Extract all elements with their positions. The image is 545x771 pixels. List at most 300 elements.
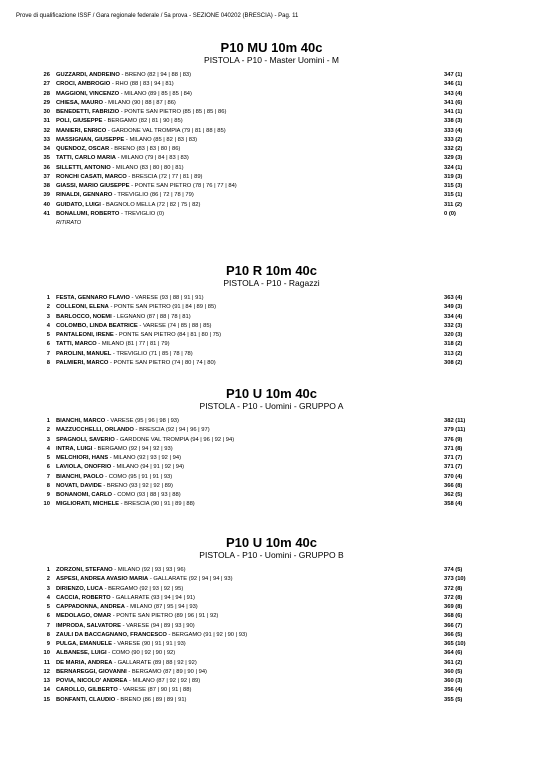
rank-number: 9 — [46, 641, 50, 647]
result-row — [0, 164, 545, 173]
athlete-entry — [56, 182, 237, 191]
result-row — [0, 482, 545, 491]
athlete-entry — [56, 80, 174, 89]
athlete-name: BERNAREGGI, GIOVANNI — [56, 668, 127, 675]
athlete-entry — [56, 649, 175, 658]
athlete-name: GUIDATO, LUIGI — [56, 201, 101, 208]
athlete-details: - BERGAMO (87 | 89 | 90 | 94) — [126, 668, 207, 675]
athlete-entry — [56, 322, 211, 331]
athlete-entry — [56, 201, 200, 210]
athlete-details: - BERGAMO (91 | 92 | 90 | 93) — [166, 631, 248, 638]
athlete-details: - PONTE SAN PIETRO (74 | 80 | 74 | 80) — [108, 359, 216, 366]
score-total: 318 (2) — [444, 341, 463, 348]
athlete-details: - GARDONE VAL TROMPIA (94 | 96 | 92 | 94) — [114, 436, 235, 443]
result-row — [0, 191, 545, 200]
result-row — [0, 659, 545, 668]
athlete-details: - BERGAMO (92 | 93 | 92 | 95) — [103, 585, 184, 592]
athlete-entry — [56, 173, 202, 182]
athlete-entry — [56, 340, 170, 349]
section-subtitle: PISTOLA - P10 - Uomini - GRUPPO B — [199, 550, 344, 560]
athlete-entry — [56, 603, 198, 612]
athlete-entry — [56, 677, 200, 686]
results-list — [0, 71, 545, 228]
athlete-details: - COMO (93 | 88 | 93 | 88) — [112, 492, 181, 498]
athlete-details: - GALLARATE (89 | 88 | 92 | 92) — [112, 659, 197, 666]
rank-number: 4 — [46, 322, 50, 329]
athlete-entry — [56, 164, 184, 173]
athlete-name: TATTI, MARCO — [56, 341, 97, 348]
athlete-details: - VARESE (87 | 90 | 91 | 88) — [117, 687, 192, 694]
section-title: P10 R 10m 40c — [225, 263, 318, 278]
result-row — [0, 99, 545, 108]
rank-number: 1 — [46, 418, 50, 424]
athlete-name: MANIERI, ENRICO — [56, 127, 107, 134]
athlete-name: RONCHI CASATI, MARCO — [56, 173, 127, 180]
athlete-name: MAGGIONI, VINCENZO — [56, 90, 120, 97]
athlete-details: - BRESCIA (92 | 94 | 96 | 97) — [133, 427, 210, 434]
athlete-name: TATTI, CARLO MARIA — [56, 155, 116, 162]
athlete-details: - MILANO (81 | 77 | 81 | 79) — [96, 341, 170, 348]
score-total: 315 (1) — [444, 192, 463, 199]
athlete-details: - MILANO (79 | 84 | 83 | 83) — [116, 155, 189, 162]
athlete-entry — [56, 350, 193, 359]
score-total: 363 (4) — [444, 295, 463, 301]
athlete-details: - GALLARATE (93 | 94 | 94 | 91) — [110, 594, 195, 601]
athlete-details: - MILANO (83 | 80 | 80 | 81) — [110, 164, 184, 171]
score-total: 338 (3) — [444, 118, 463, 125]
rank-number: 26 — [43, 72, 50, 78]
rank-number: 6 — [46, 613, 50, 620]
result-row — [0, 463, 545, 472]
score-total: 366 (7) — [444, 622, 463, 629]
score-total: 347 (1) — [444, 72, 463, 78]
athlete-entry — [56, 90, 192, 99]
score-total: 369 (8) — [444, 604, 463, 610]
result-row — [0, 340, 545, 349]
athlete-details: - VARESE (95 | 96 | 98 | 93) — [105, 418, 179, 424]
athlete-entry — [56, 668, 207, 677]
score-total: 382 (11) — [444, 418, 466, 424]
score-total: 315 (3) — [444, 183, 463, 189]
rank-number: 3 — [46, 313, 50, 320]
athlete-details: - BERGAMO (92 | 94 | 92 | 93) — [92, 445, 173, 452]
athlete-entry — [56, 359, 216, 368]
rank-number: 27 — [43, 81, 50, 88]
athlete-details: - BRENO (93 | 92 | 92 | 89) — [101, 482, 173, 489]
athlete-details: - MILANO (87 | 92 | 92 | 89) — [127, 678, 201, 684]
athlete-details: - PONTE SAN PIETRO (91 | 84 | 89 | 85) — [108, 304, 217, 311]
athlete-details: - VARESE (90 | 91 | 91 | 93) — [112, 641, 186, 647]
athlete-details: - PONTE SAN PIETRO (85 | 85 | 85 | 86) — [119, 109, 227, 115]
athlete-name: MASSIGNAN, GIUSEPPE — [56, 136, 125, 143]
rank-number: 28 — [43, 90, 50, 97]
results-list — [0, 566, 545, 705]
athlete-entry — [56, 640, 186, 649]
athlete-name: CAROLLO, GILBERTO — [56, 687, 118, 694]
athlete-name: IMPRODA, SALVATORE — [56, 622, 121, 629]
athlete-name: BIANCHI, MARCO — [56, 418, 106, 424]
rank-number: 1 — [46, 295, 50, 301]
athlete-entry — [56, 426, 210, 435]
athlete-entry — [56, 482, 173, 491]
rank-number: 36 — [43, 164, 50, 171]
athlete-name: POLI, GIUSEPPE — [56, 118, 103, 125]
score-total: 371 (8) — [444, 445, 463, 452]
rank-number: 1 — [46, 567, 50, 573]
athlete-entry — [56, 473, 172, 482]
rank-number: 9 — [46, 492, 50, 498]
result-row — [0, 136, 545, 145]
athlete-name: COLOMBO, LINDA BEATRICE — [56, 322, 138, 329]
athlete-name: BIANCHI, PAOLO — [56, 473, 104, 480]
athlete-entry — [56, 612, 218, 621]
athlete-entry — [56, 303, 216, 312]
athlete-name: MELCHIORI, HANS — [56, 455, 109, 461]
athlete-entry — [56, 136, 197, 145]
rank-number: 37 — [43, 173, 50, 180]
athlete-name: PANTALEONI, IRENE — [56, 332, 114, 338]
result-row — [0, 294, 545, 303]
score-total: 364 (6) — [444, 650, 463, 657]
athlete-entry — [56, 210, 164, 219]
athlete-name: NOVATI, DAVIDE — [56, 482, 102, 489]
athlete-entry — [56, 585, 183, 594]
section-title: P10 U 10m 40c — [225, 535, 318, 550]
athlete-details: - BRENO (83 | 83 | 80 | 86) — [109, 146, 181, 152]
result-row — [0, 303, 545, 312]
athlete-name: PALMIERI, MARCO — [56, 359, 109, 366]
score-total: 355 (5) — [444, 696, 463, 703]
athlete-details: - GARDONE VAL TROMPIA (79 | 81 | 88 | 85) — [106, 127, 226, 134]
rank-number: 10 — [43, 501, 50, 508]
athlete-details: - BRESCIA (72 | 77 | 81 | 89) — [126, 173, 203, 180]
athlete-details: - VARESE (93 | 88 | 91 | 91) — [129, 295, 204, 301]
athlete-details: - RHO (88 | 83 | 94 | 81) — [110, 81, 174, 88]
result-row — [0, 500, 545, 509]
athlete-name: MIGLIORATI, MICHELE — [56, 501, 120, 508]
result-row — [0, 612, 545, 621]
rank-number: 38 — [43, 183, 50, 189]
athlete-details: - LEGNANO (87 | 88 | 78 | 81) — [111, 313, 191, 320]
athlete-entry — [56, 566, 186, 575]
rank-number: 2 — [46, 304, 50, 311]
result-row — [0, 173, 545, 182]
score-total: 341 (1) — [444, 109, 463, 115]
athlete-details: - TREVIGLIO (86 | 72 | 78 | 79) — [112, 192, 194, 199]
athlete-name: POVIA, NICOLO' ANDREA — [56, 678, 128, 684]
athlete-entry — [56, 696, 186, 705]
rank-number: 4 — [46, 445, 50, 452]
results-list — [0, 417, 545, 510]
result-row — [0, 454, 545, 463]
rank-number: 5 — [46, 604, 50, 610]
rank-number: 39 — [43, 192, 50, 199]
athlete-name: PULGA, EMANUELE — [56, 641, 113, 647]
result-row — [0, 585, 545, 594]
section-subtitle: PISTOLA - P10 - Master Uomini - M — [204, 55, 339, 65]
result-row — [0, 90, 545, 99]
athlete-entry — [56, 622, 195, 631]
rank-number: 3 — [46, 436, 50, 443]
result-row — [0, 473, 545, 482]
athlete-entry — [56, 108, 226, 117]
result-row — [0, 622, 545, 631]
section-subtitle: PISTOLA - P10 - Ragazzi — [223, 278, 320, 288]
athlete-entry — [56, 417, 179, 426]
score-total: 365 (10) — [444, 641, 466, 647]
athlete-details: - PONTE SAN PIETRO (84 | 81 | 80 | 75) — [113, 332, 222, 338]
athlete-name: BONFANTI, CLAUDIO — [56, 696, 116, 703]
athlete-entry — [56, 117, 183, 126]
score-total: 333 (2) — [444, 136, 463, 143]
athlete-details: - MILANO (87 | 95 | 94 | 93) — [124, 604, 198, 610]
result-row — [0, 631, 545, 640]
athlete-name: DE MARIA, ANDREA — [56, 659, 113, 666]
score-total: 329 (3) — [444, 155, 463, 162]
result-row — [0, 117, 545, 126]
results-section — [0, 263, 545, 368]
athlete-entry — [56, 594, 195, 603]
athlete-details: - MILANO (85 | 82 | 83 | 83) — [124, 136, 198, 143]
score-total: 370 (4) — [444, 473, 463, 480]
athlete-name: CACCIA, ROBERTO — [56, 594, 111, 601]
athlete-entry — [56, 99, 176, 108]
rank-number: 30 — [43, 109, 50, 115]
result-row — [0, 313, 545, 322]
result-row — [0, 417, 545, 426]
result-row — [0, 686, 545, 695]
rank-number: 35 — [43, 155, 50, 162]
athlete-name: BENEDETTI, FABRIZIO — [56, 109, 120, 115]
rank-number: 13 — [43, 678, 50, 684]
result-row — [0, 331, 545, 340]
rank-number: 34 — [43, 146, 50, 152]
rank-number: 40 — [43, 201, 50, 208]
result-note-row — [0, 219, 545, 228]
score-total: 319 (3) — [444, 173, 463, 180]
results-list — [0, 294, 545, 368]
section-title: P10 MU 10m 40c — [220, 40, 323, 55]
athlete-name: PAROLINI, MANUEL — [56, 350, 112, 357]
score-total: 376 (9) — [444, 436, 463, 443]
score-total: 308 (2) — [444, 359, 463, 366]
result-row — [0, 575, 545, 584]
rank-number: 3 — [46, 585, 50, 592]
result-row — [0, 603, 545, 612]
rank-number: 2 — [46, 576, 50, 583]
athlete-name: ALBANESE, LUIGI — [56, 650, 107, 657]
score-total: 368 (6) — [444, 613, 463, 620]
athlete-entry — [56, 631, 247, 640]
result-row — [0, 322, 545, 331]
score-total: 366 (8) — [444, 482, 463, 489]
athlete-name: GIASSI, MARIO GIUSEPPE — [56, 183, 130, 189]
athlete-details: - GALLARATE (92 | 94 | 94 | 93) — [148, 576, 233, 583]
athlete-name: BARLOCCO, NOEMI — [56, 313, 112, 320]
result-row — [0, 640, 545, 649]
athlete-details: - BERGAMO (82 | 81 | 90 | 85) — [102, 118, 183, 125]
rank-number: 14 — [43, 687, 50, 694]
score-total: 349 (3) — [444, 304, 463, 311]
rank-number: 8 — [46, 631, 50, 638]
athlete-entry — [56, 313, 191, 322]
athlete-name: QUENDOZ, OSCAR — [56, 146, 110, 152]
athlete-entry — [56, 500, 195, 509]
section-subtitle: PISTOLA - P10 - Uomini - GRUPPO A — [199, 401, 344, 411]
athlete-name: CAPPADONNA, ANDREA — [56, 604, 125, 610]
score-total: 372 (8) — [444, 585, 463, 592]
result-row — [0, 696, 545, 705]
score-total: 346 (1) — [444, 81, 463, 88]
athlete-entry — [56, 575, 233, 584]
athlete-details: - MILANO (92 | 93 | 92 | 94) — [108, 455, 182, 461]
athlete-details: - BRENO (86 | 89 | 89 | 91) — [115, 696, 187, 703]
athlete-entry — [56, 454, 181, 463]
athlete-name: ASPESI, ANDREA AVASIO MARIA — [56, 576, 149, 583]
score-total: 332 (3) — [444, 322, 463, 329]
result-row — [0, 445, 545, 454]
athlete-name: CHIESA, MAURO — [56, 99, 104, 106]
athlete-name: SILLETTI, ANTONIO — [56, 164, 111, 171]
result-row — [0, 668, 545, 677]
athlete-name: FESTA, GENNARO FLAVIO — [56, 295, 130, 301]
athlete-details: - COMO (90 | 92 | 90 | 92) — [106, 650, 176, 657]
rank-number: 33 — [43, 136, 50, 143]
result-row — [0, 127, 545, 136]
athlete-name: COLLEONI, ELENA — [56, 304, 109, 311]
score-total: 341 (6) — [444, 99, 463, 106]
athlete-entry — [56, 436, 234, 445]
athlete-entry — [56, 154, 189, 163]
rank-number: 10 — [43, 650, 50, 657]
result-row — [0, 649, 545, 658]
score-total: 320 (3) — [444, 332, 463, 338]
score-total: 334 (4) — [444, 313, 463, 320]
rank-number: 31 — [43, 118, 50, 125]
athlete-entry — [56, 659, 197, 668]
athlete-entry — [56, 191, 194, 200]
results-section — [0, 40, 545, 228]
athlete-details: - MILANO (89 | 85 | 85 | 84) — [119, 90, 192, 97]
rank-number: 12 — [43, 668, 50, 675]
result-note: RITIRATO — [56, 220, 82, 226]
result-row — [0, 145, 545, 154]
score-total: 362 (5) — [444, 492, 463, 498]
result-row — [0, 210, 545, 219]
rank-number: 6 — [46, 464, 50, 471]
athlete-name: RINALDI, GENNARO — [56, 192, 113, 199]
result-row — [0, 201, 545, 210]
athlete-name: ZORZONI, STEFANO — [56, 567, 113, 573]
athlete-details: - TREVIGLIO (0) — [119, 210, 165, 217]
result-row — [0, 491, 545, 500]
result-row — [0, 350, 545, 359]
score-total: 356 (4) — [444, 687, 463, 694]
athlete-entry — [56, 71, 191, 80]
score-total: 313 (2) — [444, 350, 463, 357]
result-row — [0, 71, 545, 80]
athlete-details: - PONTE SAN PIETRO (89 | 96 | 91 | 92) — [111, 613, 219, 620]
rank-number: 29 — [43, 99, 50, 106]
result-row — [0, 182, 545, 191]
athlete-name: CROCI, AMBROGIO — [56, 81, 111, 88]
score-total: 360 (3) — [444, 678, 463, 684]
score-total: 360 (5) — [444, 668, 463, 675]
result-row — [0, 359, 545, 368]
athlete-details: - BRESCIA (90 | 91 | 89 | 88) — [119, 501, 195, 508]
athlete-entry — [56, 445, 173, 454]
score-total: 373 (10) — [444, 576, 466, 583]
rank-number: 5 — [46, 455, 50, 461]
athlete-details: - MILANO (94 | 91 | 92 | 94) — [111, 464, 185, 471]
athlete-entry — [56, 491, 181, 500]
score-total: 332 (2) — [444, 146, 463, 152]
athlete-name: LAVIOLA, ONOFRIO — [56, 464, 112, 471]
athlete-name: BONANOMI, CARLO — [56, 492, 113, 498]
score-total: 361 (2) — [444, 659, 463, 666]
athlete-details: - TREVIGLIO (71 | 85 | 78 | 78) — [111, 350, 193, 357]
score-total: 371 (7) — [444, 464, 463, 471]
athlete-entry — [56, 127, 226, 136]
score-total: 324 (1) — [444, 164, 463, 171]
rank-number: 4 — [46, 594, 50, 601]
rank-number: 2 — [46, 427, 50, 434]
athlete-entry — [56, 145, 180, 154]
rank-number: 8 — [46, 359, 50, 366]
athlete-name: ZAULI DA BACCAGNANO, FRANCESCO — [56, 631, 167, 638]
results-section — [0, 535, 545, 705]
result-row — [0, 594, 545, 603]
rank-number: 32 — [43, 127, 50, 134]
score-total: 0 (0) — [444, 210, 456, 217]
result-row — [0, 436, 545, 445]
result-row — [0, 677, 545, 686]
rank-number: 8 — [46, 482, 50, 489]
athlete-details: - VARESE (94 | 89 | 93 | 90) — [120, 622, 195, 629]
rank-number: 11 — [43, 659, 50, 666]
result-row — [0, 154, 545, 163]
score-total: 358 (4) — [444, 501, 463, 508]
rank-number: 41 — [43, 210, 50, 217]
rank-number: 6 — [46, 341, 50, 348]
result-row — [0, 426, 545, 435]
score-total: 366 (5) — [444, 631, 463, 638]
rank-number: 15 — [43, 696, 50, 703]
athlete-details: - COMO (95 | 91 | 91 | 93) — [103, 473, 173, 480]
rank-number: 7 — [46, 622, 50, 629]
athlete-name: DIRIENZO, LUCA — [56, 585, 104, 592]
athlete-name: GUZZARDI, ANDREINO — [56, 72, 120, 78]
score-total: 371 (7) — [444, 455, 463, 461]
result-row — [0, 80, 545, 89]
athlete-entry — [56, 294, 204, 303]
score-total: 379 (11) — [444, 427, 466, 434]
athlete-entry — [56, 686, 191, 695]
athlete-name: MAZZUCCHELLI, ORLANDO — [56, 427, 134, 434]
athlete-details: - MILANO (90 | 88 | 87 | 86) — [103, 99, 176, 106]
score-total: 372 (8) — [444, 594, 463, 601]
athlete-name: BONALUMI, ROBERTO — [56, 210, 120, 217]
athlete-details: - BAGNOLO MELLA (72 | 82 | 75 | 82) — [100, 201, 201, 208]
athlete-details: - MILANO (92 | 93 | 93 | 96) — [112, 567, 186, 573]
athlete-name: SPAGNOLI, SAVERIO — [56, 436, 115, 443]
section-title: P10 U 10m 40c — [225, 386, 318, 401]
results-section — [0, 386, 545, 510]
athlete-name: MEDOLAGO, OMAR — [56, 613, 112, 620]
rank-number: 7 — [46, 473, 50, 480]
athlete-details: - BRENO (82 | 94 | 88 | 83) — [119, 72, 192, 78]
athlete-name: INTRA, LUIGI — [56, 445, 93, 452]
